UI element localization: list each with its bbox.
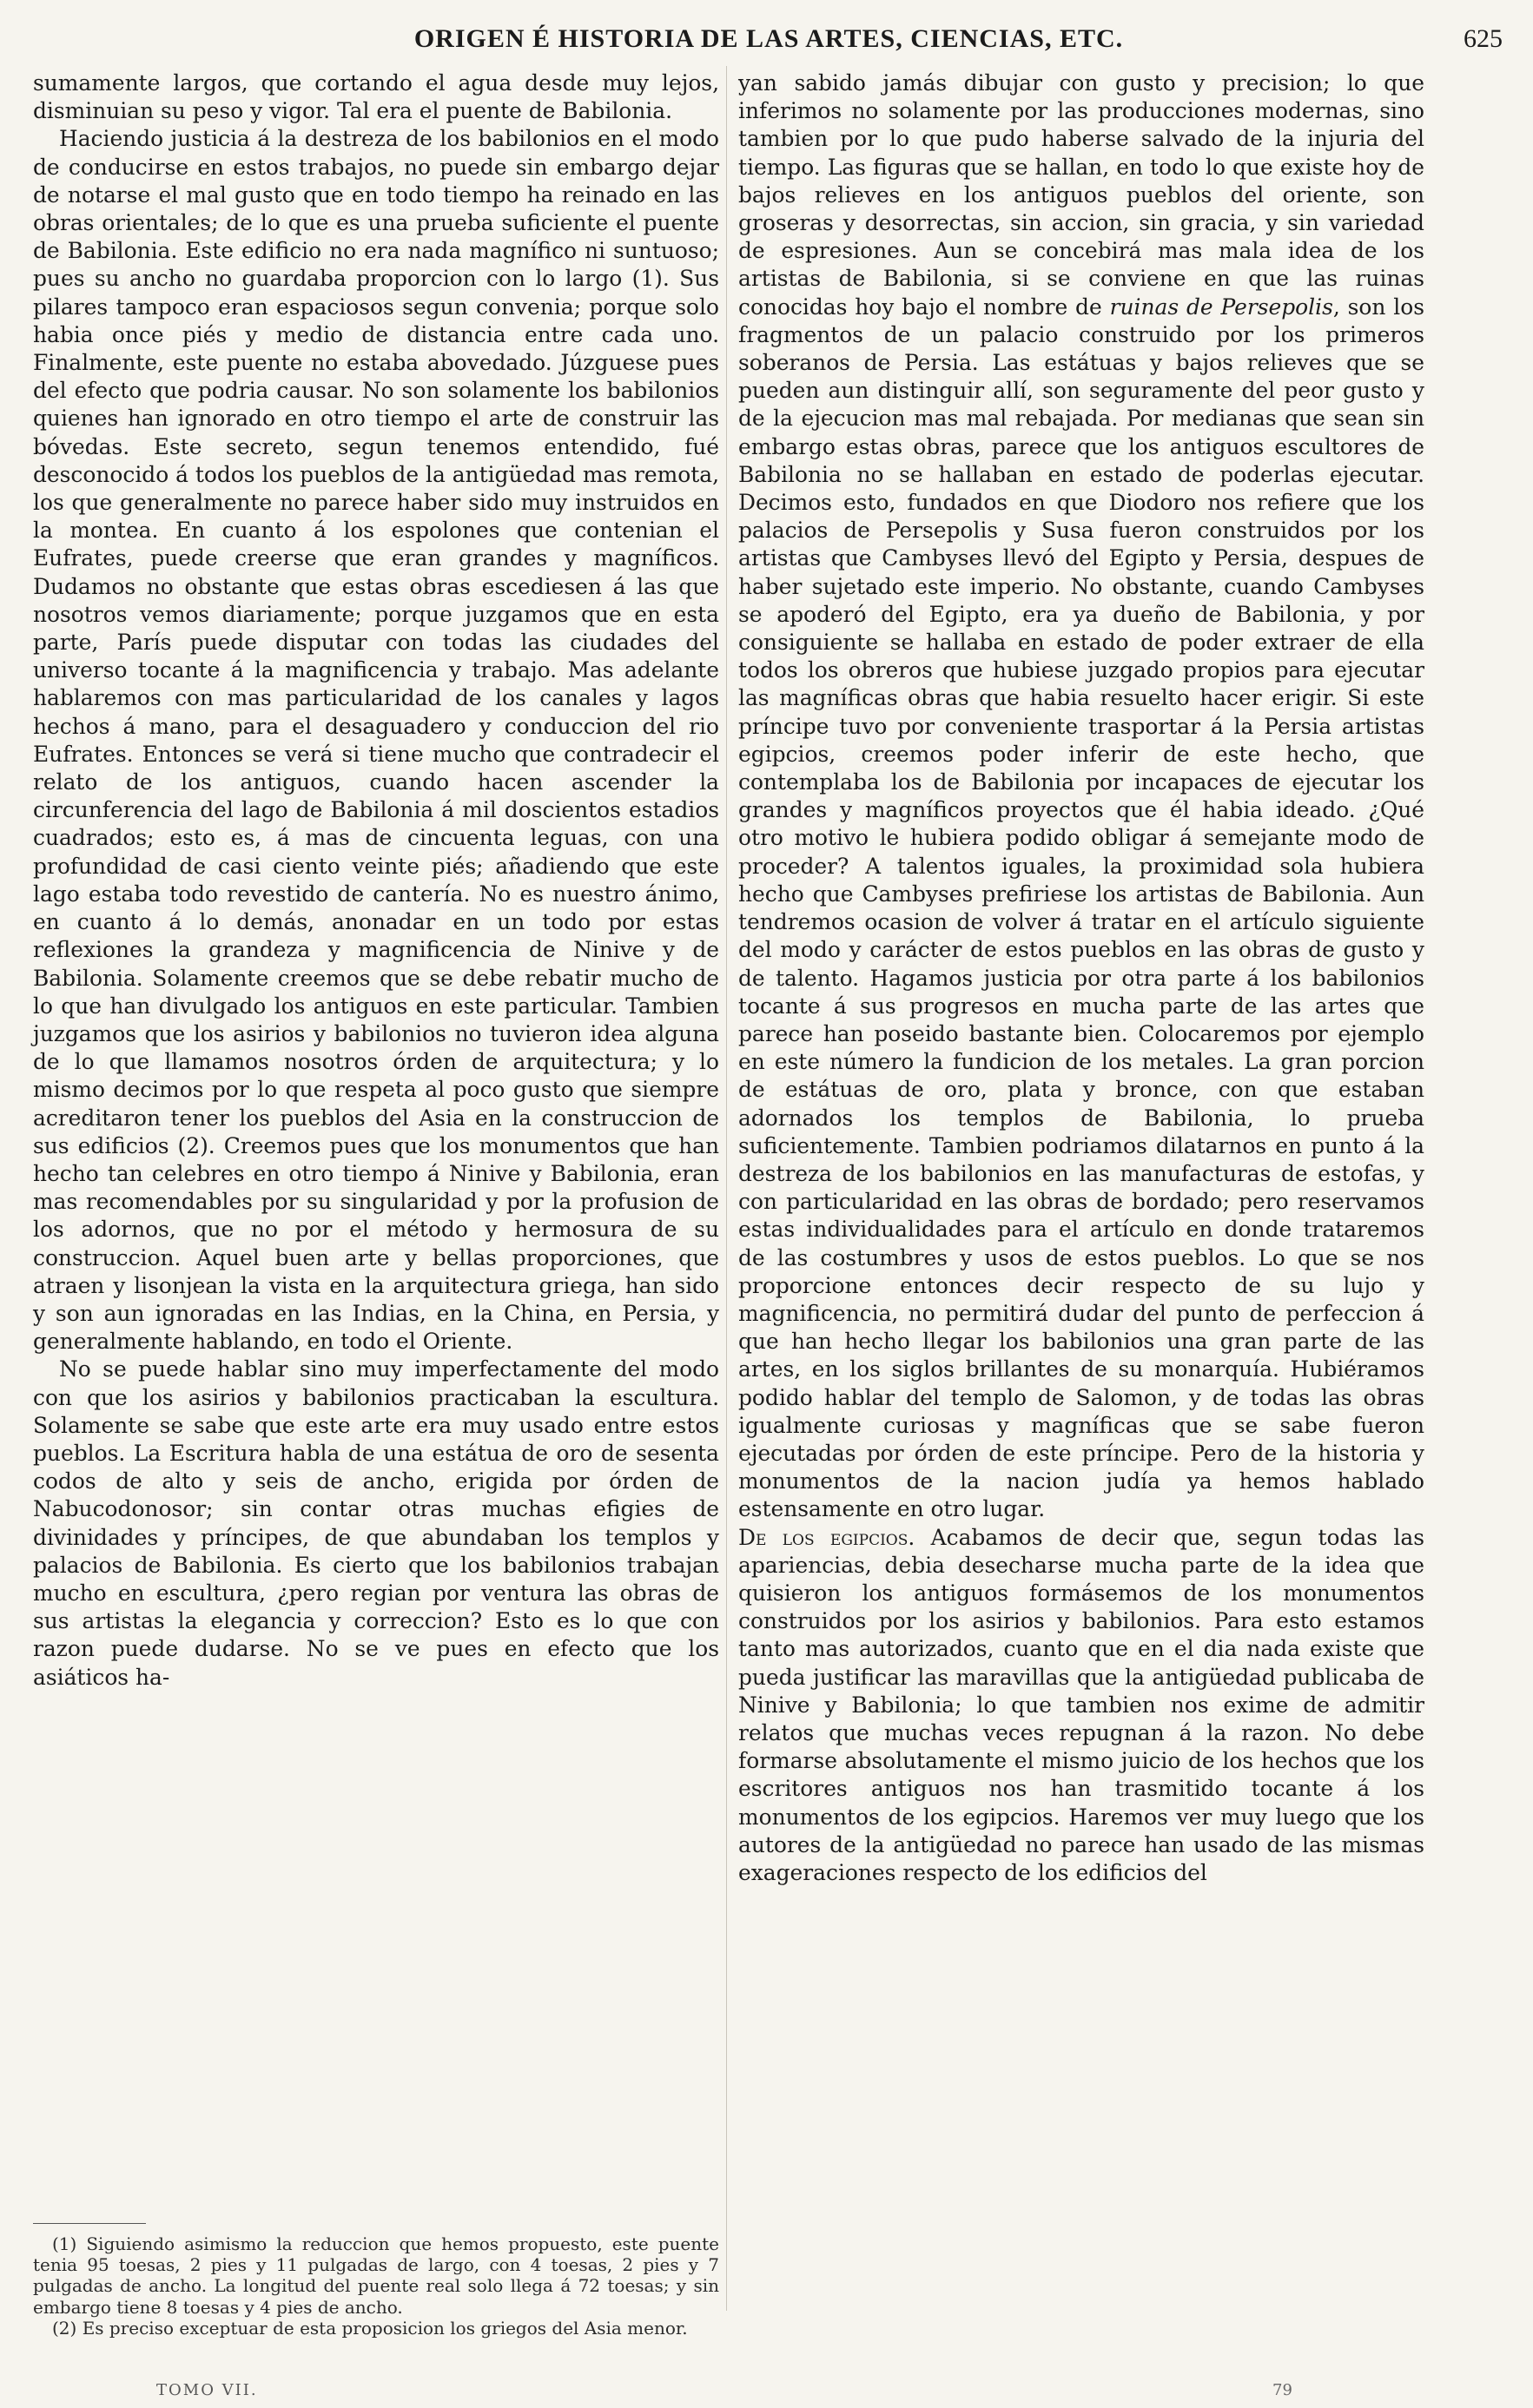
footnote-2: (2) Es preciso exceptuar de esta proposicion los griegos del Asia menor.: [52, 2317, 688, 2339]
column-divider: [726, 66, 727, 2311]
footnotes: [33, 2233, 719, 2339]
volume-signature: TOMO VII.: [156, 2381, 258, 2399]
paragraph-text: Acabamos de decir que, segun todas las apariencias, debia desecharse mucha parte de la idea que quisieron los antiguos formásemos de los monumentos construidos por los asirios y babilonios. Para esto estamos tanto mas autorizados, cuanto que en el dia nada existe que pueda justificar las maravillas que la antigüedad publicaba de Ninive y Babilonia; lo que tambien nos exime de admitir relatos que muchas veces repugnan á la razon. No debe formarse absolutamente el mismo juicio de los hechos que los escritores antiguos nos han trasmitido tocante á los monumentos de los egipcios. Haremos ver muy luego que los autores de la antigüedad no parece han usado de las mismas exageraciones respecto de los edificios del: [738, 1524, 1424, 1885]
paragraph-text: yan sabido jamás dibujar con gusto y precision; lo que inferimos no solamente por las producciones modernas, sino tambien por lo que pudo haberse salvado de la injuria del tiempo. Las figuras que se hallan, en todo lo que existe hoy de bajos relieves en los antiguos pueblos del oriente, son groseras y desorrectas, sin accion, sin gracia, y sin variedad de espresiones. Aun se concebirá mas mala idea de los artistas de Babilonia, si se conviene en que las ruinas conocidas hoy bajo el nombre de: [738, 70, 1424, 320]
page-number: 625: [1464, 24, 1503, 53]
page-header: [35, 24, 1503, 64]
italic-term: ruinas de Persepolis: [1109, 294, 1333, 320]
paragraph-text: , son los fragmentos de un palacio construido por los primeros soberanos de Persia. Las estátuas y bajos relieves que se pueden aun distinguir allí, son seguramente del peor gusto y de la ejecucion mas mal rebajada. Por medianas que sean sin embargo estas obras, parece que los antiguos escultores de Babilonia no se hallaban en estado de poderlas ejecutar. Decimos esto, fundados en que Diodoro nos refiere que los palacios de Persepolis y Susa fueron construidos por los artistas que Cambyses llevó del Egipto y Persia, despues de haber sujetado este imperio. No obstante, cuando Cambyses se apoderó del Egipto, era ya dueño de Babilonia, y por consiguiente se hallaba en estado de poder extraer de ella todos los obreros que hubiese juzgado propios para ejecutar las magníficas obras que habia resuelto hacer erigir. Si este príncipe tuvo por conveniente trasportar á la Persia artistas egipcios, creemos poder inferir de este hecho, que contemplaba los de Babilonia por incapaces de ejecutar los grandes y magníficos proyectos que él habia ideado. ¿Qué otro motivo le hubiera podido obligar á semejante modo de proceder? A talentos iguales, la proximidad sola hubiera hecho que Cambyses prefiriese los artistas de Babilonia. Aun tendremos ocasion de volver á tratar en el artículo siguiente del modo y carácter de estos pueblos en las obras de gusto y de talento. Hagamos justicia por otra parte á los babilonios tocante á sus progresos en mucha parte de las artes que parece han poseido bastante bien. Colocaremos por ejemplo en este número la fundicion de los metales. La gran porcion de estátuas de oro, plata y bronce, con que estaban adornados los templos de Babilonia, lo prueba suficientemente. Tambien podriamos dilatarnos en punto á la destreza de los babilonios en las manufacturas de estofas, y con particularidad en las obras de bordado; pero reservamos estas individualidades para el artículo en donde trataremos de las costumbres y usos de estos pueblos. Lo que se nos proporcione entonces decir respecto de su lujo y magnificencia, no permitirá dudar del punto de perfeccion á que han hecho llegar los babilonios una gran parte de las artes, en los siglos brillantes de su monarquía. Hubiéramos podido hablar del templo de Salomon, y de todas las obras igualmente curiosas y magníficas que se sabe fueron ejecutadas por órden de este príncipe. Pero de la historia y monumentos de la nacion judía ya hemos hablado estensamente en otro lugar.: [738, 294, 1424, 1522]
paragraph: No se puede hablar sino muy imperfectamente del modo con que los asirios y babilonios practicaban la escultura. Solamente se sabe que este arte era muy usado entre estos pueblos. La Escritura habla de una estátua de oro de sesenta codos de alto y seis de ancho, erigida por órden de Nabucodonosor; sin contar otras muchas efigies de divinidades y príncipes, de que abundaban los templos y palacios de Babilonia. Es cierto que los babilonios trabajan mucho en escultura, ¿pero regian por ventura las obras de sus artistas la elegancia y correccion? Esto es lo que con razon puede dudarse. No se ve pues en efecto que los asiáticos ha-: [33, 1356, 719, 1690]
footnote-1: (1) Siguiendo asimismo la reduccion que hemos propuesto, este puente tenia 95 toesas, 2 pies y 11 pulgadas de largo, con 4 toesas, 2 pies y 7 pulgadas de ancho. La longitud del puente real solo llega á 72 toesas; y sin embargo tiene 8 toesas y 4 pies de ancho.: [33, 2233, 719, 2318]
left-column: [33, 69, 719, 1692]
running-title: ORIGEN É HISTORIA DE LAS ARTES, CIENCIAS, ETC.: [413, 24, 1124, 53]
section-heading: De los egipcios.: [738, 1524, 915, 1550]
footnote-rule: [33, 2223, 146, 2224]
sheet-mark: 79: [1272, 2381, 1292, 2399]
right-column: [738, 69, 1424, 1887]
paragraph: [738, 69, 1424, 1524]
paragraph: sumamente largos, que cortando el agua desde muy lejos, disminuian su peso y vigor. Tal era el puente de Babilonia.: [33, 70, 719, 124]
paragraph: Haciendo justicia á la destreza de los babilonios en el modo de conducirse en estos trabajos, no puede sin embargo dejar de notarse el mal gusto que en todo tiempo ha reinado en las obras orientales; de lo que es una prueba suficiente el puente de Babilonia. Este edificio no era nada magnífico ni suntuoso; pues su ancho no guardaba proporcion con lo largo (1). Sus pilares tampoco eran espaciosos segun convenia; porque solo habia once piés y medio de distancia entre cada uno. Finalmente, este puente no estaba abovedado. Júzguese pues del efecto que podria causar. No son solamente los babilonios quienes han ignorado en otro tiempo el arte de construir las bóvedas. Este secreto, segun tenemos entendido, fué desconocido á todos los pueblos de la antigüedad mas remota, los que generalmente no parece haber sido muy instruidos en la montea. En cuanto á los espolones que contenian el Eufrates, puede creerse que eran grandes y magníficos. Dudamos no obstante que estas obras escediesen á las que nosotros vemos diariamente; porque juzgamos que en esta parte, París puede disputar con todas las ciudades del universo tocante á la magnificencia y trabajo. Mas adelante hablaremos con mas particularidad de los canales y lagos hechos á mano, para el desaguadero y conduccion del rio Eufrates. Entonces se verá si tiene mucho que contradecir el relato de los antiguos, cuando hacen ascender la circunferencia del lago de Babilonia á mil doscientos estadios cuadrados; esto es, á mas de cincuenta leguas, con una profundidad de casi ciento veinte piés; añadiendo que este lago estaba todo revestido de cantería. No es nuestro ánimo, en cuanto á lo demás, anonadar en un todo por estas reflexiones la grandeza y magnificencia de Ninive y de Babilonia. Solamente creemos que se debe rebatir mucho de lo que han divulgado los antiguos en este particular. Tambien juzgamos que los asirios y babilonios no tuvieron idea alguna de lo que llamamos nosotros órden de arquitectura; y lo mismo decimos por lo que respeta al poco gusto que siempre acreditaron tener los pueblos del Asia en la construccion de sus edificios (2). Creemos pues que los monumentos que han hecho tan celebres en otro tiempo á Ninive y Babilonia, eran mas recomendables por su singularidad y por la profusion de los adornos, que no por el método y hermosura de su construccion. Aquel buen arte y bellas proporciones, que atraen y lisonjean la vista en la arquitectura griega, han sido y son aun ignoradas en las Indias, en la China, en Persia, y generalmente hablando, en todo el Oriente.: [33, 126, 719, 1355]
paragraph: [738, 1524, 1424, 1888]
